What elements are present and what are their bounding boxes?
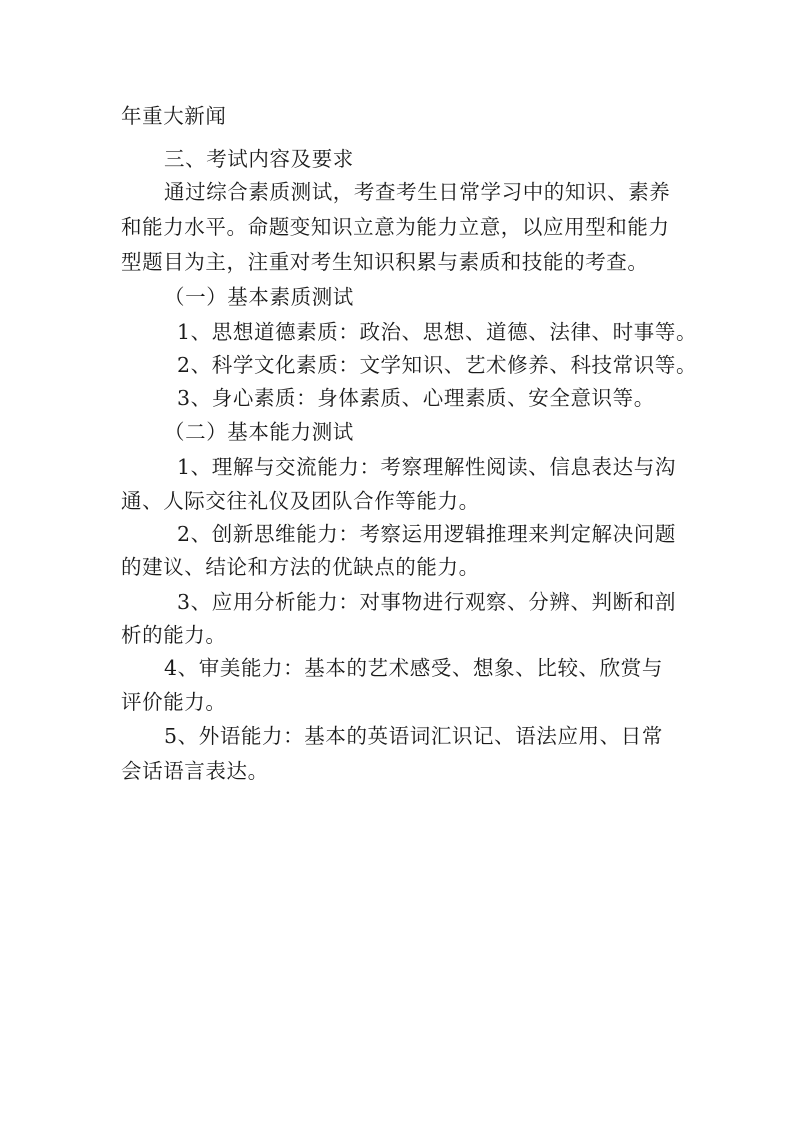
part2-item-5-line-1: 5、外语能力：基本的英语词汇识记、语法应用、日常 [164,724,663,748]
part2-item-2-line-2: 的建议、结论和方法的优缺点的能力。 [121,555,480,579]
intro-line-2: 和能力水平。命题变知识立意为能力立意，以应用型和能力 [121,215,670,239]
section-heading: 三、考试内容及要求 [164,147,354,171]
part2-item-5-line-2: 会话语言表达。 [121,759,269,783]
part1-item-1: 1、思想道德素质：政治、思想、道德、法律、时事等。 [177,320,698,344]
part1-item-2: 2、科学文化素质：文学知识、艺术修养、科技常识等。 [177,353,698,377]
part1-heading: （一）基本素质测试 [164,285,354,309]
part2-item-1-line-2: 通、人际交往礼仪及团队合作等能力。 [121,489,480,513]
continuation-line: 年重大新闻 [121,104,227,128]
part2-item-2-line-1: 2、创新思维能力：考察运用逻辑推理来判定解决问题 [177,522,676,546]
part2-item-1-line-1: 1、理解与交流能力：考察理解性阅读、信息表达与沟 [177,455,676,479]
part2-heading: （二）基本能力测试 [164,420,354,444]
intro-line-1: 通过综合素质测试，考查考生日常学习中的知识、素养 [164,180,671,204]
part2-item-3-line-1: 3、应用分析能力：对事物进行观察、分辨、判断和剖 [177,590,676,614]
intro-line-3: 型题目为主，注重对考生知识积累与素质和技能的考查。 [121,250,649,274]
part2-item-4-line-2: 评价能力。 [121,690,227,714]
part2-item-4-line-1: 4、审美能力：基本的艺术感受、想象、比较、欣赏与 [164,656,663,680]
part2-item-3-line-2: 析的能力。 [121,623,227,647]
part1-item-3: 3、身心素质：身体素质、心理素质、安全意识等。 [177,386,655,410]
